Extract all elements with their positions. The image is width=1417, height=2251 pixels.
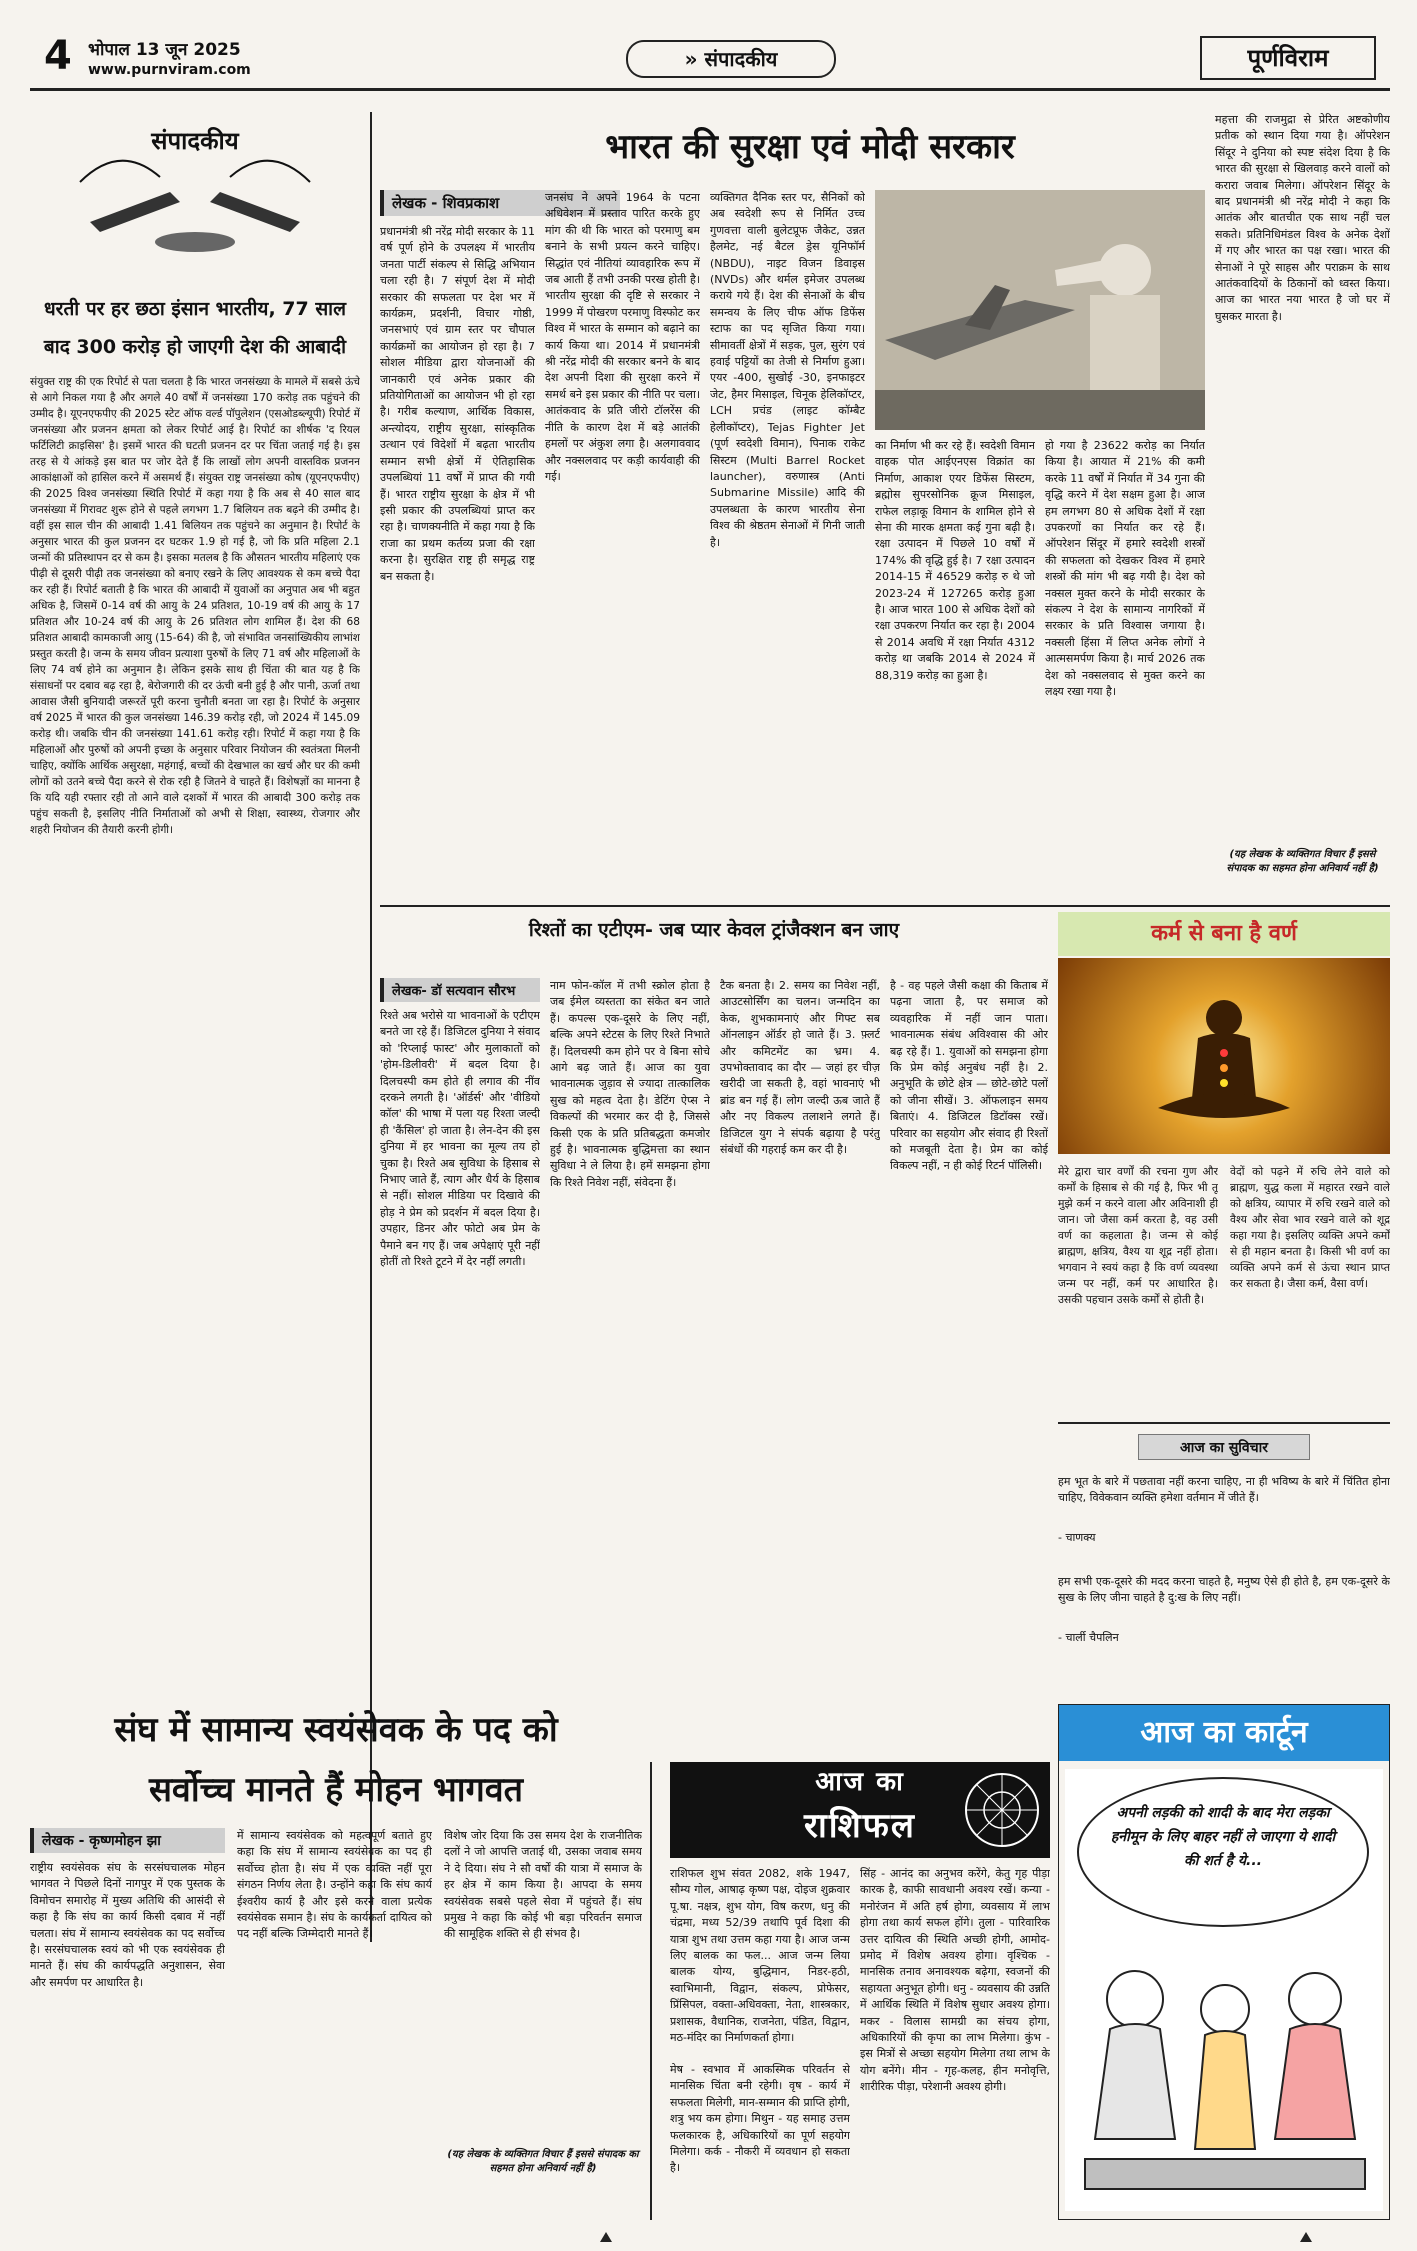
suvichar-author-2: - चार्ली चैपलिन xyxy=(1058,1631,1119,1644)
security-disclaimer: (यह लेखक के व्यक्तिगत विचार हैं इससे संपादक का सहमत होना अनिवार्य नहीं है) xyxy=(1226,849,1379,874)
registration-mark-right xyxy=(1300,2232,1312,2242)
meditation-image xyxy=(1058,958,1390,1154)
relations-col-1: रिश्ते अब भरोसे या भावनाओं के एटीएम बनते जा रहे हैं। डिजिटल दुनिया ने संवाद को 'रिप्लाई फास्ट' और मुलाकातों को 'होम-डिलीवरी' में बदल दिया है। दिलचस्पी कम होते ही लगाव की नींव दरकने लगती है। 'ऑर्डर्स' और 'वीडियो कॉल' की भाषा में पला यह रिश्ता जल्दी ही 'कैंसिल' हो जाता है। लेन-देन की इस दुनिया में हर भावना का मूल्य तय हो चुका है। रिश्ते अब सुविधा के हिसाब से निभाए जाते हैं, त्याग और धैर्य के हिसाब से नहीं। सोशल मीडिया पर दिखावे की होड़ ने प्रेम को प्रदर्शन में बदल दिया है। उपहार, डिनर और फोटो अब प्रेम के पैमाने बन गए हैं। जब अपेक्षाएं पूरी नहीं होतीं तो रिश्ते टूटने में देर नहीं लगती। xyxy=(380,1009,540,1269)
website-link[interactable]: www.purnviram.com xyxy=(88,62,251,78)
editorial-headline xyxy=(30,290,360,366)
brand-logo xyxy=(1200,36,1376,80)
bhagwat-byline: लेखक - कृष्णमोहन झा xyxy=(30,1828,225,1853)
rashifal xyxy=(660,1762,1050,2220)
relations-headline: रिश्तों का एटीएम- जब प्यार केवल ट्रांजैक्शन बन जाए xyxy=(528,919,900,941)
editorial-headline-line2: बाद 300 करोड़ हो जाएगी देश की आबादी xyxy=(43,336,347,358)
cartoon-title: आज का कार्टून xyxy=(1059,1705,1389,1761)
modi-photo xyxy=(875,190,1205,430)
suvichar-author-1: - चाणक्य xyxy=(1058,1531,1096,1544)
jet-and-speaker-image xyxy=(875,190,1205,430)
rashifal-banner-line1: आज का xyxy=(815,1767,905,1797)
security-col-5: हो गया है 23622 करोड़ का निर्यात किया है। आयात में 21% की कमी करके 11 वर्षों में निर्यात में 34 गुना की वृद्धि करने में देश सक्षम हुआ है। आज हम लगभग 80 से अधिक देशों में रक्षा उपकरणों का निर्यात कर रहे हैं। ऑपरेशन सिंदूर में हमारे स्वदेशी शस्त्रों की सफलता को देखकर विश्व में हमारे शस्त्रों की मांग भी बढ़ गयी है। देश को नक्सल मुक्त करने के मोदी सरकार के संकल्प ने देश के सामान्य नागरिकों में सरकार के प्रति विश्वास जगाया है। नक्सली हिंसा में लिप्त अनेक लोगों ने आत्मसमर्पण किया है। मार्च 2026 तक देश को नक्सलवाद से मुक्त करने का लक्ष्य रखा गया है। xyxy=(1045,439,1205,699)
bhagwat-col-2: में सामान्य स्वयंसेवक को महत्वपूर्ण बताते हुए कहा कि संघ में सामान्य स्वयंसेवक का पद ही सर्वोच्च होता है। संघ में एक व्यक्ति नहीं पूरा संगठन निर्णय लेता है। उन्होंने कहा कि संघ कार्य ईश्वरीय कार्य है और इसे करने वाला प्रत्येक स्वयंसेवक समान है। संघ के कार्यकर्ता दायित्व को पद नहीं बल्कि जिम्मेदारी मानते हैं। xyxy=(237,1829,432,1941)
editorial xyxy=(30,112,360,1942)
rashifal-col-2: सिंह - आनंद का अनुभव करेंगे, केतु गृह पीड़ा कारक है, काफी सावधानी अवश्य रखें। कन्या - मनोरंजन में अति हर्ष होगा, व्यवसाय में लाभ होगा तथा कार्य सफल होंगे। तुला - पारिवारिक उत्तर दायित्व की स्थिति अच्छी होगी, आमोद-प्रमोद में विशेष अवश्य होगा। वृश्चिक - मानसिक तनाव अनावश्यक बढ़ेगा, स्वजनों की सहायता अनुभूत होगी। धनु - व्यवसाय की उन्नति में आर्थिक स्थिति में विशेष सुधार अवश्य होगा। मकर - विलास सामग्री का संचय होगा, अधिकारियों की कृपा का लाभ मिलेगा। कुंभ - इस मित्रों से अच्छा सहयोग मिलेगा तथा लाभ के योग बनेंगे। मीन - गृह-कलह, हीन मनोवृत्ति, शारीरिक पीड़ा, परेशानी अवश्य होगी। xyxy=(860,1867,1050,2094)
suvichar-quote-1: हम भूत के बारे में पछतावा नहीं करना चाहिए, ना ही भविष्य के बारे में चिंतित होना चाहिए, विवेकवान व्यक्ति हमेशा वर्तमान में जीते हैं। xyxy=(1058,1475,1390,1505)
suvichar-box xyxy=(1058,1422,1390,1694)
bhagwat-divider xyxy=(650,1762,652,2220)
bhagwat-col-1: राष्ट्रीय स्वयंसेवक संघ के सरसंघचालक मोहन भागवत ने पिछले दिनों नागपुर में एक पुस्तक के विमोचन समारोह में मुख्य अतिथि की आसंदी से कहा है कि संघ का कार्य किसी दबाव में नहीं चलता। संघ में सामान्य स्वयंसेवक का पद सर्वोच्च है। सरसंघचालक स्वयं को भी एक स्वयंसेवक ही मानते हैं। संघ की कार्यपद्धति अनुशासन, सेवा और समर्पण पर आधारित है। xyxy=(30,1861,225,1989)
rashifal-banner-line2: राशिफल xyxy=(804,1806,916,1846)
bhagwat-headline xyxy=(30,1700,642,1820)
cartoon-speech-bubble xyxy=(1077,1777,1369,1927)
karma-title: कर्म से बना है वर्ण xyxy=(1058,912,1390,956)
masthead-rule xyxy=(30,88,1390,91)
cartoon-people-drawing xyxy=(1065,1939,1383,2209)
registration-mark-left xyxy=(600,2232,612,2242)
masthead xyxy=(30,22,1390,92)
brand-name: पूर्णविराम xyxy=(1247,44,1329,72)
security-headline: भारत की सुरक्षा एवं मोदी सरकार xyxy=(605,127,1015,167)
relations-col-3: टैक बनता है। 2. समय का निवेश नहीं, आउटसोर्सिंग का चलन। जन्मदिन का केक, शुभकामनाएं और गिफ्ट सब ऑनलाइन ऑर्डर हो जाते हैं। 3. फ़्लर्ट और कमिटमेंट का भ्रम। 4. उपभोक्तावाद का दौर — जहां हर चीज़ खरीदी जा सकती है, वहां भावनाएं भी ब्रांड बन गई हैं। लोग जल्दी ऊब जाते हैं और नए विकल्प तलाशने लगते हैं। डिजिटल युग ने संपर्क बढ़ाया है परंतु संबंधों की गहराई कम कर दी है। xyxy=(720,979,880,1157)
security-article xyxy=(380,112,1390,902)
cartoon-speech-text: अपनी लड़की को शादी के बाद मेरा लड़का हनीमून के लिए बाहर नहीं ले जाएगा ये शादी की शर्त है ये... xyxy=(1110,1805,1336,1869)
cartoon-box xyxy=(1058,1704,1390,2220)
editorial-body: संयुक्त राष्ट्र की एक रिपोर्ट से पता चलता है कि भारत जनसंख्या के मामले में सबसे ऊंचे से आगे निकल गया है और अगले 40 वर्षों में जनसंख्या 170 करोड़ तक पहुंचने की उम्मीद है। यूएनएफपीए की 2025 स्टेट ऑफ वर्ल्ड पॉपुलेशन (एसओडब्ल्यूपी) रिपोर्ट में जनसंख्या और प्रजनन क्षमता को लेकर रिपोर्ट आई है। रिपोर्ट का शीर्षक 'द रियल फर्टिलिटी क्राइसिस' है। इसमें भारत की घटती प्रजनन दर पर चिंता जताई गई है। इस तरह से ये आंकड़े इस बात पर जोर देते हैं कि लाखों लोग अपनी वास्तविक प्रजनन आकांक्षाओं को हासिल करने में असमर्थ हैं। संयुक्त राष्ट्र जनसंख्या कोष (यूएनएफपीए) की 2025 विश्व जनसंख्या स्थिति रिपोर्ट में कहा गया है कि अब से 40 साल बाद जनसंख्या में गिरावट शुरू होने से पहले लगभग 1.7 बिलियन तक बढ़ने की उम्मीद है। वहीं इस साल चीन की आबादी 1.41 बिलियन तक पहुंचने का अनुमान है। रिपोर्ट के अनुसार भारत की कुल प्रजनन दर घटकर 1.9 हो गई है, जो कि प्रति महिला 2.1 जन्मों की प्रतिस्थापन दर से कम है। इसका मतलब है कि औसतन भारतीय महिलाएं एक पीढ़ी से दूसरी पीढ़ी तक जनसंख्या को बनाए रखने के लिए आवश्यक से कम बच्चे पैदा कर रही हैं। रिपोर्ट बताती है कि भारत की आबादी में युवाओं का अनुपात अब भी बहुत अधिक है, जिसमें 0-14 वर्ष की आयु के 24 प्रतिशत, 10-19 वर्ष की आयु के 17 प्रतिशत और 10-24 वर्ष की आयु के 26 प्रतिशत लोग शामिल हैं। देश की 68 प्रतिशत आबादी कामकाजी आयु (15-64) की है, जो संभावित जनसांख्यिकीय लाभांश प्रस्तुत करती है। जन्म के समय जीवन प्रत्याशा पुरुषों के लिए 71 वर्ष और महिलाओं के लिए 74 वर्ष होने का अनुमान है। लेकिन इसके साथ ही चिंता की बात यह है कि संसाधनों पर दबाव बढ़ रहा है, बेरोजगारी की दर ऊंची बनी हुई है और पानी, ऊर्जा तथा आवास जैसी बुनियादी जरूरतें पूरी करना चुनौती बनता जा रहा है। रिपोर्ट के अनुसार वर्ष 2025 में भारत की कुल जनसंख्या 146.39 करोड़ रही, जो 2024 में 145.09 करोड़ थी। जबकि चीन की जनसंख्या 141.61 करोड़ रही। रिपोर्ट में कहा गया है कि महिलाओं और पुरुषों को अपनी इच्छा के अनुसार परिवार नियोजन की स्वतंत्रता मिलनी चाहिए, क्योंकि आर्थिक असुरक्षा, महंगाई, बच्चों की देखभाल का खर्च और घर की कमी लोगों को उतने बच्चे पैदा करने से रोक रही है जितने वे चाहते हैं। विशेषज्ञों का मानना है कि यदि यही रफ्तार रही तो आने वाले दशकों में भारत की आबादी 300 करोड़ तक पहुंच सकती है, इसलिए नीति निर्माताओं को अभी से शिक्षा, स्वास्थ्य, रोजगार और शहरी नियोजन की तैयारी करनी होगी। xyxy=(30,376,360,836)
security-bottom-rule xyxy=(380,905,1390,907)
bhagwat-headline-line2: सर्वोच्च मानते हैं मोहन भागवत xyxy=(148,1770,524,1810)
bhagwat-article xyxy=(30,1700,642,2220)
zodiac-wheel-icon xyxy=(962,1770,1042,1850)
suvichar-title: आज का सुविचार xyxy=(1138,1434,1310,1460)
dateline: भोपाल 13 जून 2025 xyxy=(88,40,241,60)
bhagwat-headline-line1: संघ में सामान्य स्वयंसेवक के पद को xyxy=(114,1710,558,1750)
editorial-banner xyxy=(50,122,340,272)
security-col-2: जनसंघ ने अपने 1964 के पटना अधिवेशन में प्रस्ताव पारित करके हुए मांग की थी कि भारत को परमाणु बम बनाने के सभी प्रयत्न करने चाहिए। सिद्धांत एवं नीतियां व्यावहारिक रूप में जब आती हैं तभी उनकी परख होती है। भारतीय सुरक्षा की दृष्टि से सरकार ने 1999 में पोखरण परमाणु विस्फोट कर विश्व में भारत के सम्मान को बढ़ाने का कार्य किया था। 2014 में प्रधानमंत्री श्री नरेंद्र मोदी की सरकार बनने के बाद देश अपनी दिशा की सुरक्षा करने में समर्थ बने इस प्रकार की नीति पर चला। आतंकवाद के प्रति जीरो टॉलरेंस की नीति के कारण देश में बड़े आतंकी हमलों पर अंकुश लगा है। अलगाववाद और नक्सलवाद पर कड़ी कार्यवाही की गई। xyxy=(545,191,700,483)
relations-col-4: है - वह पहले जैसी कक्षा की किताब में पढ़ना जाता है, पर समाज को व्यवहारिक में नहीं जान पाता। भावनात्मक संबंध अविश्वास की ओर बढ़ रहे हैं। 1. युवाओं को समझना होगा कि प्रेम कोई अनुबंध नहीं है। 2. अनुभूति के छोटे क्षेत्र — छोटे-छोटे पलों को जीना सीखें। 3. ऑफलाइन समय बिताएं। 4. डिजिटल डिटॉक्स रखें। परिवार का सहयोग और संवाद ही रिश्तों को मजबूती देता है। प्रेम का कोई विकल्प नहीं, न ही कोई रिटर्न पॉलिसी। xyxy=(890,979,1048,1173)
double-chevron-icon: » xyxy=(684,47,698,71)
security-col-1: प्रधानमंत्री श्री नरेंद्र मोदी सरकार के 11 वर्ष पूर्ण होने के उपलक्ष्य में भारतीय जनता पार्टी संकल्प से सिद्धि अभियान चला रही है। 7 संपूर्ण देश में मोदी सरकार की सफलता पर देश भर में कार्यक्रम, प्रदर्शनी, विचार गोष्ठी, जनसभाएं एवं ग्राम स्तर पर चौपाल कार्यक्रमों का आयोजन हो रहा है। 7 सोशल मीडिया द्वारा योजनाओं की जानकारी एवं अनेक प्रकार की प्रतियोगिताओं का आयोजन भी हो रहा है। गरीब कल्याण, आर्थिक विकास, अन्त्योदय, राष्ट्रीय सुरक्षा, सांस्कृतिक उत्थान एवं विदेशों में बढ़ता भारतीय सम्मान सभी क्षेत्रों में ऐतिहासिक उपलब्धियां 11 वर्षों में प्राप्त की गयी हैं। भारत राष्ट्रीय सुरक्षा के क्षेत्र में भी इसी प्रकार की उपलब्धियां प्राप्त कर रहा है। चाणक्यनीति में कहा गया है कि राजा का प्रथम कर्तव्य प्रजा की रक्षा करना है। सुरक्षित राष्ट्र ही समृद्ध राष्ट्र बन सकता है। xyxy=(380,225,535,583)
rashifal-intro: राशिफल शुभ संवत 2082, शके 1947, सौम्य गोल, आषाढ़ कृष्ण पक्ष, दोइज शुक्रवार पू.षा. नक्षत्र, शुभ योग, विष करण, धनु की चंद्रमा, मध्य 52/39 तथापि पूर्व दिशा की यात्रा शुभ तथा उत्तम कहा गया है। आज जन्म लिए बालक का फल... आज जन्म लिया बालक योग्य, बुद्धिमान, निडर-हठी, स्वाभिमानी, विद्वान, संकल्प, प्रोफेसर, प्रिंसिपल, वक्ता-अधिवक्ता, नेता, शास्त्रकार, प्रशासक, वैधानिक, राजनेता, पंडित, विद्वान, मठ-मंदिर का निर्माणकर्ता होगा। xyxy=(670,1867,850,2045)
karma-col-2: वेदों को पढ़ने में रुचि लेने वाले को ब्राह्मण, युद्ध कला में महारत रखने वाले को क्षत्रिय, व्यापार में रुचि रखने वाले को वैश्य और सेवा भाव रखने वाले को शूद्र कहा गया है। इसलिए व्यक्ति अपने कर्मों से ही महान बनता है। किसी भी वर्ण का व्यक्ति अपने कर्म से ऊंचा स्थान प्राप्त कर सकता है। जैसा कर्म, वैसा वर्ण। xyxy=(1230,1165,1390,1290)
relations-col-2: नाम फोन-कॉल में तभी स्क्रोल होता है जब ईमेल व्यस्तता का संकेत बन जाते हैं। कपल्स एक-दूसरे के लिए नहीं, बल्कि अपने स्टेटस के लिए रिश्ते निभाते हैं। दिलचस्पी कम होने पर वे बिना सोचे आगे बढ़ जाते हैं। आज का युवा भावनात्मक जुड़ाव से ज्यादा तात्कालिक सुख को महत्व देता है। डेटिंग ऐप्स ने विकल्पों की भरमार कर दी है, जिससे किसी एक के प्रति प्रतिबद्धता कमजोर हुई है। भावनात्मक बुद्धिमत्ता का स्थान सुविधा ने ले लिया है। हमें समझना होगा कि रिश्ते निवेश नहीं, संवेदना हैं। xyxy=(550,979,710,1189)
meditating-figure-icon xyxy=(1058,958,1390,1154)
suvichar-quote-2: हम सभी एक-दूसरे की मदद करना चाहते है, मनुष्य ऐसे ही होते है, हम एक-दूसरे के सुख के लिए जीना चाहते है दु:ख के लिए नहीं। xyxy=(1058,1575,1390,1605)
editorial-headline-line1: धरती पर हर छठा इंसान भारतीय, 77 साल xyxy=(44,298,346,320)
relations-byline: लेखक- डॉ सत्यवान सौरभ xyxy=(380,978,540,1002)
section-label xyxy=(626,40,836,78)
editorial-banner-title: संपादकीय xyxy=(151,127,239,155)
section-title: संपादकीय xyxy=(704,47,778,71)
karma-col-1: मेरे द्वारा चार वर्णों की रचना गुण और कर्मों के हिसाब से की गई है, फिर भी तू मुझे कर्म न करने वाला और अविनाशी ही जान। जो जैसा कर्म करता है, वह उसी वर्ण का कहलाता है। जन्म से कोई ब्राह्मण, क्षत्रिय, वैश्य या शूद्र नहीं होता। भगवान ने स्वयं कहा है कि वर्ण व्यवस्था जन्म पर नहीं, कर्म पर आधारित है। उसकी पहचान उसके कर्मों से होती है। xyxy=(1058,1165,1218,1306)
bhagwat-disclaimer: (यह लेखक के व्यक्तिगत विचार हैं इससे संपादक का सहमत होना अनिवार्य नहीं है) xyxy=(447,2149,639,2174)
security-col-4: का निर्माण भी कर रहे हैं। स्वदेशी विमान वाहक पोत आईएनएस विक्रांत का निर्माण, आकाश एयर डिफेंस सिस्टम, ब्रह्मोस सुपरसोनिक क्रूज मिसाइल, राफेल लड़ाकू विमान के शामिल होने से सेना की मारक क्षमता कई गुना बढ़ी है। रक्षा उत्पादन में पिछले 10 वर्षों में 174% की वृद्धि हुई है। 7 रक्षा उत्पादन 2014-15 में 46529 करोड़ रु थे जो 2023-24 में 127265 करोड़ हुआ है। आज भारत 100 से अधिक देशों को रक्षा उपकरण निर्यात कर रहा है। 2004 से 2014 अवधि में रक्षा निर्यात 4312 करोड़ था जबकि 2014 से 2024 में 88,319 करोड़ का हुआ है। xyxy=(875,439,1035,682)
security-col-3: व्यक्तिगत दैनिक स्तर पर, सैनिकों को अब स्वदेशी रूप से निर्मित उच्च गुणवत्ता वाली बुलेटप्रूफ जैकेट, उन्नत हैलमेट, नई बैटल ड्रेस यूनिफॉर्म (NBDU), नाइट विजन डिवाइस (NVDs) और थर्मल इमेजर उपलब्ध कराये गये हैं। देश की सेनाओं के बीच समन्वय के लिए चीफ ऑफ डिफेंस स्टाफ का पद सृजित किया गया। सीमावर्ती क्षेत्रों में सड़क, पुल, सुरंग एवं हवाई पट्टियों का तेजी से निर्माण हुआ। एयर -400, सुखोई -30, इनफाइटर जेट, हैमर मिसाइल, चिनूक हेलिकॉप्टर, LCH प्रचंड (लाइट कॉम्बैट हेलीकॉप्टर), Tejas Fighter Jet (पूर्ण स्वदेशी विमान), पिनाक राकेट सिस्टम (Multi Barrel Rocket launcher), वरुणास्त्र (Anti Submarine Missile) आदि की उपलब्धता के कारण भारतीय सेना विश्व की श्रेष्ठतम सेनाओं में गिनी जाती है। xyxy=(710,191,865,549)
rashifal-col-1: मेष - स्वभाव में आकस्मिक परिवर्तन से मानसिक चिंता बनी रहेगी। वृष - कार्य में सफलता मिलेगी, मान-सम्मान की प्राप्ति होगी, शत्रु भय कम होगा। मिथुन - यह समाह उत्तम फलकारक है, अधिकारियों का पूर्ण सहयोग मिलेगा। कर्क - नौकरी में व्यवधान हो सकता है। xyxy=(670,2062,850,2212)
security-col-6: महत्ता की राजमुद्रा से प्रेरित अष्टकोणीय प्रतीक को स्थान दिया गया है। ऑपरेशन सिंदूर ने दुनिया को स्पष्ट संदेश दिया है कि भारत की सुरक्षा से खिलवाड़ करने वालों को करारा जवाब मिलेगा। ऑपरेशन सिंदूर के बाद प्रधानमंत्री श्री नरेंद्र मोदी ने कहा कि आतंक और बातचीत एक साथ नहीं चल सकते। प्रतिनिधिमंडल विश्व के अनेक देशों में गए और भारत का पक्ष रखा। भारत की सेनाओं ने पूरे साहस और पराक्रम के साथ आतंकवादियों के ठिकानों को ध्वस्त किया। आज का भारत नया भारत है जो घर में घुसकर मारता है। xyxy=(1215,113,1390,323)
editorial-divider xyxy=(370,112,372,1942)
bhagwat-col-3: विशेष जोर दिया कि उस समय देश के राजनीतिक दलों ने जो आपत्ति जताई थी, उसका जवाब समय ने दे दिया। संघ ने सौ वर्षों की यात्रा में समाज के हर क्षेत्र में काम किया है। आपदा के समय स्वयंसेवक सबसे पहले सेवा में पहुंचते हैं। संघ प्रमुख ने कहा कि कोई भी बड़ा परिवर्तन समाज की सामूहिक शक्ति से ही संभव है। xyxy=(444,1829,642,1941)
page-number: 4 xyxy=(44,33,72,79)
security-byline: लेखक - शिवप्रकाश xyxy=(380,190,620,216)
cartoon-image xyxy=(1065,1769,1383,2211)
rashifal-banner xyxy=(670,1762,1050,1858)
karma-box xyxy=(1058,912,1390,1412)
